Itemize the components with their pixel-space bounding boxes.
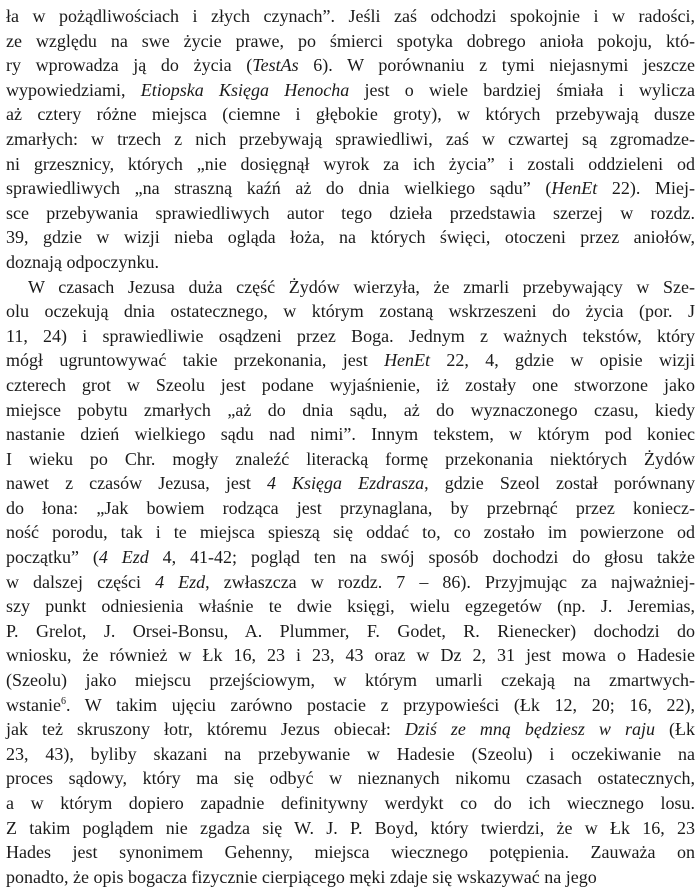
text-run: nastanie dzień wielkiego sądu nad nimi”. Innym tekstem, w którym pod koniec [6,424,695,445]
text-line [6,766,695,791]
text-run: (Szeolu) jako miejscu przejściowym, w którym umarli czekają na zmartwych- [6,670,695,691]
text-run: aż cztery różne miejsca (ciemne i głębokie groty), w których przebywają dusze [6,104,695,125]
paragraph [6,4,695,275]
text-run: ność porodu, tak i te miejsca spieszą się oddać to, co zostało im powierzone od [6,522,695,543]
text-line [6,545,695,570]
text-run: 6). W porównaniu z tymi niejasnymi jeszcze [298,55,695,76]
italic-text: Etiopska Księga Henocha [140,79,350,100]
text-run: nawet z czasów Jezusa, jest [6,473,267,494]
italic-text: HenEt [384,350,431,371]
text-line [6,29,695,54]
text-run: a w którym dopiero zapadnie definitywny werdykt co do ich wiecznego losu. [6,793,695,813]
text-run: sprawiedliwych „na straszną kaźń aż do dnia wielkiego sądu” ( [6,178,552,199]
text-run: początku” ( [6,547,99,568]
text-run: czterech grot w Szeolu jest podane wyjaśnienie, iż zostały one stworzone jako [6,374,695,395]
text-run: 23, 43), byliby skazani na przebywanie w Hadesie (Szeolu) i oczekiwanie na [6,743,695,764]
text-run: . W takim ujęciu zarówno postacie z przypowieści (Łk 12, 20; 16, 22), [65,694,695,715]
text-line [6,816,695,841]
text-run: doznają odpoczynku. [6,251,159,272]
paragraph [6,275,695,889]
italic-text: 4 Ezd [155,571,206,592]
text-run: 22). Miej- [597,178,695,199]
text-line [6,668,695,693]
text-line [6,78,695,103]
text-line [6,373,695,398]
text-line [6,102,695,127]
body-text [6,4,695,889]
text-line [6,398,695,423]
text-line [6,570,695,595]
text-run: P. Grelot, J. Orsei-Bonsu, A. Plummer, F. Godet, R. Rienecker) dochodzi do [6,620,695,641]
text-line [6,275,695,300]
text-line [6,791,695,816]
text-line [6,742,695,767]
text-run: 39, gdzie w wizji nieba ogląda łoża, na których święci, otoczeni przez aniołów, [6,227,695,248]
text-run: miejsce pobytu zmarłych „aż do dnia sądu, aż do wyznaczonego czasu, kiedy [6,399,695,420]
text-line [6,4,695,29]
text-line [6,348,695,373]
text-run: ni grzesznicy, których „nie dosięgnął wyrok za ich życia” i zostali oddzieleni od [6,153,695,174]
text-line [6,643,695,668]
text-line [6,594,695,619]
text-run: , gdzie Szeol został porównany [424,473,696,494]
text-run: olu oczekują dnia ostatecznego, w którym zostaną wskrzeszeni do życia (por. J [6,301,695,322]
text-line [6,250,695,275]
text-run: Z takim poglądem nie zgadza się W. J. P. Boyd, który twierdzi, że w Łk 16, 23 [6,817,695,838]
italic-text: TestAs [252,55,299,76]
text-line [6,471,695,496]
text-line [6,619,695,644]
text-run: 11, 24) i sprawiedliwie osądzeni przez Boga. Jednym z ważnych tekstów, który [6,325,695,346]
text-run: do łona: „Jak bowiem rodząca jest przynaglana, by przebrnąć przez koniecz- [6,497,695,518]
text-run: szy punkt odniesienia właśnie te dwie księgi, wielu egzegetów (np. J. Jeremias, [6,596,695,617]
text-run: wstanie [6,694,61,715]
footnote-marker: 6 [60,695,66,707]
text-line [6,127,695,152]
italic-text: HenEt [551,178,598,199]
italic-text: 4 Ezd [98,547,149,568]
text-run: (Łk [654,719,695,740]
text-run: wniosku, że również w Łk 16, 23 i 23, 43 oraz w Dz 2, 31 jest mowa o Hadesie [6,645,695,666]
text-line [6,53,695,78]
text-run: 4, 41-42; pogląd ten na swój sposób dochodzi do głosu także [148,547,696,568]
text-run: jak też skruszony łotr, któremu Jezus obiecał: [6,719,405,740]
text-line [6,840,695,865]
text-line [6,693,695,718]
text-line [6,422,695,447]
text-run: I wieku po Chr. mogły znaleźć literacką formę przekonania niektórych Żydów [6,448,695,469]
text-run: zmarłych: w trzech z nich przebywają sprawiedliwi, zaś w czwartej są zgromadze- [6,128,695,149]
text-run: W czasach Jezusa duża część Żydów wierzyła, że zmarli przebywający w Sze- [28,276,695,297]
text-run: wypowiedziami, [6,79,141,100]
text-run: , zwłaszcza w rozdz. 7 – 86). Przyjmując za najważniej- [205,571,695,592]
text-run: w dalszej części [6,571,156,592]
text-run: ponadto, że opis bogacza fizycznie cierpiącego męki zdaje się wskazywać na jego [6,866,597,887]
text-run: mógł ugruntowywać takie przekonania, jest [6,350,385,371]
text-run: Hades jest synonimem Gehenny, miejsca wiecznego potępienia. Zauważa on [6,842,695,863]
text-line [6,201,695,226]
text-line [6,225,695,250]
text-line [6,496,695,521]
text-run: sce przebywania sprawiedliwych autor tego dzieła przedstawia szerzej w rozdz. [6,202,695,223]
text-line [6,865,695,889]
text-line [6,176,695,201]
text-line [6,299,695,324]
text-line [6,152,695,177]
text-run: 22, 4, gdzie w opisie wizji [430,350,695,371]
text-line [6,447,695,472]
text-line [6,717,695,742]
text-line [6,324,695,349]
italic-text: Dziś ze mną będziesz w raju [404,719,655,740]
text-run: ry wprowadza ją do życia ( [6,55,253,76]
text-run: ze względu na swe życie prawe, po śmierci spotyka dobrego anioła pokoju, któ- [6,30,695,51]
text-line [6,520,695,545]
text-run: ła w pożądliwościach i złych czynach”. Jeśli zaś odchodzi spokojnie i w radości, [6,6,695,26]
text-run: jest o wiele bardziej śmiała i wylicza [349,79,695,100]
text-run: proces sądowy, który ma się odbyć w nieznanych nikomu czasach ostatecznych, [6,768,695,789]
italic-text: 4 Księga Ezdrasza [266,473,425,494]
